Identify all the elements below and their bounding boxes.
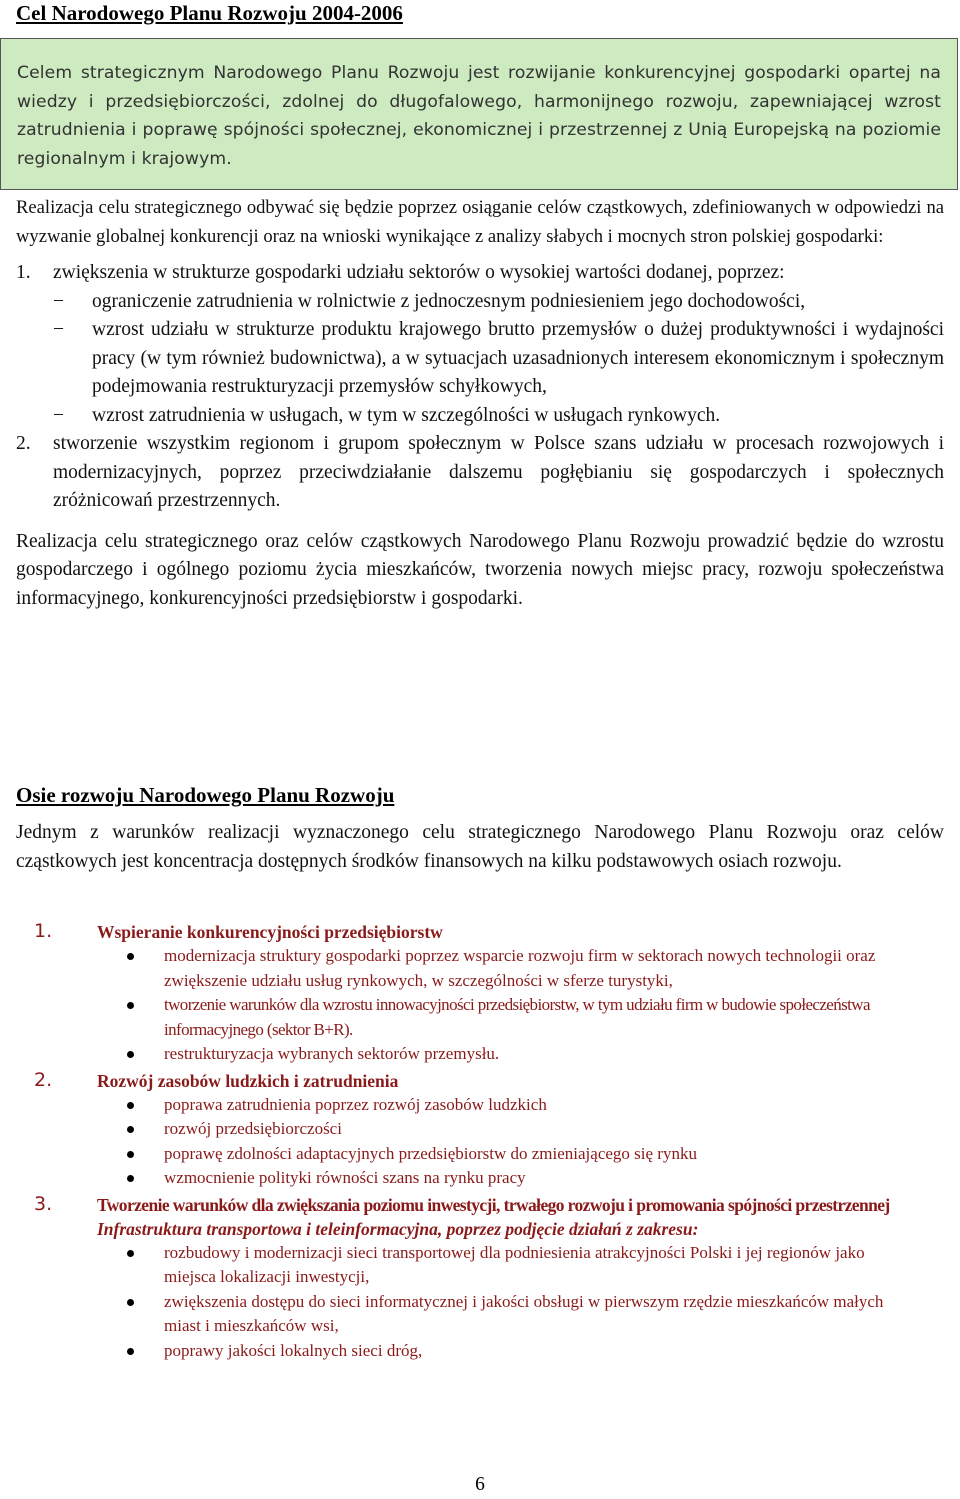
bullet-item: [164, 1166, 904, 1191]
bullet-dot: [127, 1151, 134, 1158]
bullet-text: tworzenie warunków dla wzrostu innowacyjności przedsiębiorstw, w tym udziału firm w budowie społeczeństwa informacyjnego (sektor B+R).: [164, 995, 870, 1039]
bullet-text: rozbudowy i modernizacji sieci transportowej dla podniesienia atrakcyjności Polski i jej regionów jako miejsca lokalizacji inwestycji,: [164, 1242, 865, 1286]
document-page: [16, 0, 944, 26]
dash-symbol: −: [53, 319, 64, 340]
bullet-dot: [127, 1126, 134, 1133]
page-title: Cel Narodowego Planu Rozwoju 2004-2006: [16, 1, 403, 25]
bullet-item: [164, 944, 904, 993]
bullet-dot: [127, 1051, 134, 1058]
axis-number: 1.: [34, 920, 53, 942]
bullet-text: poprawy jakości lokalnych sieci dróg,: [164, 1340, 423, 1360]
bullet-item: [164, 1241, 904, 1290]
axis-subheading: Infrastruktura transportowa i teleinformacyjna, poprzez podjęcie działań z zakresu:: [97, 1218, 699, 1239]
dash-item-text: wzrost zatrudnienia w usługach, w tym w szczególności w usługach rynkowych.: [92, 404, 721, 426]
objective-dash-list: [53, 288, 944, 431]
axis-item: [0, 1069, 960, 1191]
axes-list: [0, 920, 960, 1363]
bullet-text: wzmocnienie polityki równości szans na rynku pracy: [164, 1168, 526, 1187]
bullet-text: poprawa zatrudnienia poprzez rozwój zasobów ludzkich: [164, 1094, 547, 1114]
objective-number: 1.: [16, 262, 31, 283]
dash-item: [53, 402, 944, 431]
bullet-item: [164, 1290, 904, 1339]
dash-symbol: −: [53, 404, 64, 426]
axis-item: [0, 920, 960, 1067]
axis-bullets: [0, 944, 960, 1067]
objective-text: stworzenie wszystkim regionom i grupom społecznym w Polsce szans udziału w procesach rozwojowych i modernizacyjnych, poprzez przeciwdziałanie dalszemu pogłębianiu się gospodarczych i społecznych zróżnicowań przestrzennych.: [53, 433, 944, 511]
dash-item: [53, 316, 944, 402]
axis-heading: Wspieranie konkurencyjności przedsiębiorstw: [97, 922, 443, 942]
dash-item-text: ograniczenie zatrudnienia w rolnictwie z jednoczesnym podniesieniem jego dochodowości,: [92, 290, 806, 312]
bullet-text: modernizacja struktury gospodarki poprzez wsparcie rozwoju firm w sektorach nowych technologii oraz zwiększenie udziału usług rynkowych, w szczególności w sferze turystyki,: [164, 946, 876, 990]
axis-bullets: [0, 1093, 960, 1191]
strategic-goal-text: Celem strategicznym Narodowego Planu Rozwoju jest rozwijanie konkurencyjnej gospodarki opartej na wiedzy i przedsiębiorczości, zdolnej do długofalowego, harmonijnego rozwoju, zapewniającej wzrost zatrudnienia i poprawę spójności społecznej, ekonomicznej i przestrzennej z Unią Europejską na poziomie regionalnym i krajowym.: [17, 63, 941, 169]
bullet-item: [164, 993, 904, 1042]
intro-paragraph: Realizacja celu strategicznego odbywać się będzie poprzez osiąganie celów cząstkowych, zdefiniowanych w odpowiedzi na wyzwanie globalnej konkurencji oraz na wnioski wynikające z analizy słabych i mocnych stron polskiej gospodarki:: [16, 197, 944, 247]
bullet-item: [164, 1142, 904, 1167]
strategic-goal-box: [0, 38, 958, 190]
bullet-dot: [127, 1102, 134, 1109]
axes-intro: Jednym z warunków realizacji wyznaczonego celu strategicznego Narodowego Planu Rozwoju oraz celów cząstkowych jest koncentracja dostępnych środków finansowych na kilku podstawowych osiach rozwoju.: [16, 822, 944, 872]
axes-heading: Osie rozwoju Narodowego Planu Rozwoju: [16, 783, 395, 807]
objectives-section: [16, 194, 944, 613]
axis-heading: Rozwój zasobów ludzkich i zatrudnienia: [97, 1070, 399, 1091]
bullet-item: [164, 1042, 904, 1067]
axis-item: [0, 1193, 960, 1364]
bullet-dot: [127, 1348, 134, 1355]
axis-bullets: [0, 1241, 960, 1364]
bullet-dot: [127, 1175, 134, 1182]
bullet-dot: [127, 1002, 134, 1009]
objective-number: 2.: [16, 433, 31, 454]
axes-section: [16, 781, 944, 876]
bullet-dot: [127, 1299, 134, 1306]
objective-item: [16, 259, 944, 430]
dash-item: [53, 288, 944, 317]
axis-heading: Tworzenie warunków dla zwiększania poziomu inwestycji, trwałego rozwoju i promowania spójności przestrzennej: [97, 1194, 890, 1215]
bullet-text: restrukturyzacja wybranych sektorów przemysłu.: [164, 1044, 500, 1063]
bullet-item: [164, 1117, 904, 1142]
dash-symbol: −: [53, 290, 64, 312]
objectives-list: [16, 259, 944, 516]
page-number: 6: [475, 1474, 485, 1495]
realization-paragraph: Realizacja celu strategicznego oraz celów cząstkowych Narodowego Planu Rozwoju prowadzić będzie do wzrostu gospodarczego i ogólnego poziomu życia mieszkańców, tworzenia nowych miejsc pracy, rozwoju społeczeństwa informacyjnego, konkurencyjności przedsiębiorstw i gospodarki.: [16, 530, 944, 609]
bullet-item: [164, 1093, 904, 1118]
objective-item: [16, 430, 944, 516]
dash-item-text: wzrost udziału w strukturze produktu krajowego brutto przemysłów o dużej produktywności i wydajności pracy (w tym również budownictwa), a w sytuacjach uzasadnionych interesem ekonomicznym i społecznym podejmowania restrukturyzacji przemysłów schyłkowych,: [92, 319, 944, 397]
bullet-text: zwiększenia dostępu do sieci informatycznej i jakości obsługi w pierwszym rzędzie mieszkańców małych miast i mieszkańców wsi,: [164, 1291, 884, 1335]
bullet-item: [164, 1339, 904, 1364]
axis-number: 2.: [34, 1068, 53, 1091]
bullet-text: poprawę zdolności adaptacyjnych przedsiębiorstw do zmieniającego się rynku: [164, 1143, 697, 1163]
axis-number: 3.: [34, 1192, 53, 1215]
bullet-dot: [127, 953, 134, 960]
bullet-text: rozwój przedsiębiorczości: [164, 1119, 342, 1138]
bullet-dot: [127, 1250, 134, 1257]
objective-text: zwiększenia w strukturze gospodarki udziału sektorów o wysokiej wartości dodanej, poprzez:: [53, 262, 785, 283]
